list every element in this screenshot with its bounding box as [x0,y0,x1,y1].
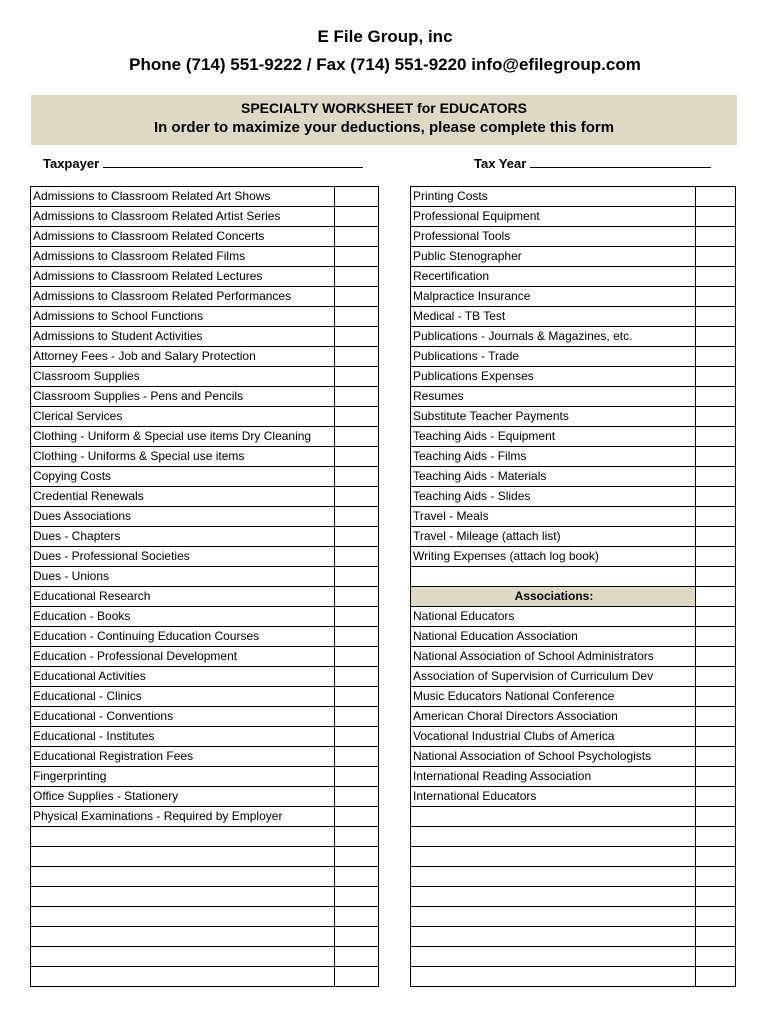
table-row [31,667,379,687]
item-label: Education - Continuing Education Courses [31,627,335,647]
amount-cell[interactable] [696,307,736,327]
blank-row [31,827,379,847]
item-label: Dues - Unions [31,567,335,587]
amount-cell[interactable] [335,887,379,907]
item-label [411,827,696,847]
taxpayer-field[interactable] [43,156,363,171]
amount-cell[interactable] [335,767,379,787]
amount-cell[interactable] [335,527,379,547]
amount-cell[interactable] [335,347,379,367]
right-expense-table [410,186,736,987]
amount-cell[interactable] [335,187,379,207]
amount-cell[interactable] [335,447,379,467]
item-label: Dues - Professional Societies [31,547,335,567]
item-label: Music Educators National Conference [411,687,696,707]
associations-heading: Associations: [411,587,696,607]
association-row [411,747,736,767]
item-label: Classroom Supplies [31,367,335,387]
amount-cell[interactable] [335,707,379,727]
table-row [411,267,736,287]
item-label: Clothing - Uniforms & Special use items [31,447,335,467]
item-label: Teaching Aids - Materials [411,467,696,487]
item-label: Publications - Journals & Magazines, etc. [411,327,696,347]
item-label [31,927,335,947]
table-row [411,527,736,547]
item-label: Substitute Teacher Payments [411,407,696,427]
association-row [411,787,736,807]
association-row [411,667,736,687]
taxyear-line[interactable] [530,156,711,168]
amount-cell [696,587,736,607]
item-label: Clothing - Uniform & Special use items Dry Cleaning [31,427,335,447]
table-row [411,187,736,207]
associations-header-row [411,587,736,607]
company-contact: Phone (714) 551-9222 / Fax (714) 551-9220 info@efilegroup.com [129,55,641,74]
item-label [31,867,335,887]
amount-cell[interactable] [696,547,736,567]
item-label: Vocational Industrial Clubs of America [411,727,696,747]
amount-cell[interactable] [335,927,379,947]
left-expense-table [30,186,379,987]
blank-row [411,807,736,827]
association-row [411,767,736,787]
item-label: Admissions to Classroom Related Films [31,247,335,267]
blank-row [31,867,379,887]
item-label: Medical - TB Test [411,307,696,327]
amount-cell[interactable] [335,727,379,747]
association-row [411,727,736,747]
amount-cell[interactable] [335,507,379,527]
amount-cell[interactable] [335,967,379,987]
amount-cell[interactable] [335,827,379,847]
item-label: Educational Research [31,587,335,607]
table-row [411,227,736,247]
item-label [411,887,696,907]
item-label: National Association of School Psychologists [411,747,696,767]
item-label: National Education Association [411,627,696,647]
blank-row [411,967,736,987]
blank-row [31,847,379,867]
blank-row [411,887,736,907]
table-row [31,427,379,447]
item-label [411,927,696,947]
item-label [411,807,696,827]
amount-cell[interactable] [335,247,379,267]
table-row [411,427,736,447]
item-label [31,947,335,967]
table-row [411,307,736,327]
table-row [31,627,379,647]
company-name: E File Group, inc [317,27,453,46]
item-label: Educational - Institutes [31,727,335,747]
item-label: Dues Associations [31,507,335,527]
amount-cell[interactable] [335,327,379,347]
item-label: Publications Expenses [411,367,696,387]
table-row [31,347,379,367]
blank-row [31,967,379,987]
item-label: Professional Equipment [411,207,696,227]
amount-cell[interactable] [696,847,736,867]
table-row [31,747,379,767]
amount-cell[interactable] [335,667,379,687]
taxpayer-label: Taxpayer [43,156,100,171]
amount-cell[interactable] [335,687,379,707]
table-row [31,607,379,627]
amount-cell[interactable] [696,727,736,747]
association-row [411,687,736,707]
taxyear-label: Tax Year [474,156,527,171]
item-label: Admissions to Classroom Related Performances [31,287,335,307]
amount-cell[interactable] [696,867,736,887]
item-label: Clerical Services [31,407,335,427]
item-label: Publications - Trade [411,347,696,367]
item-label: Educational - Conventions [31,707,335,727]
item-label: Education - Professional Development [31,647,335,667]
amount-cell[interactable] [335,547,379,567]
table-row [411,467,736,487]
amount-cell[interactable] [696,807,736,827]
table-row [31,767,379,787]
amount-cell[interactable] [335,467,379,487]
table-row [31,487,379,507]
item-label: Teaching Aids - Films [411,447,696,467]
blank-row [411,567,736,587]
worksheet-subtitle: In order to maximize your deductions, please complete this form [153,119,615,136]
blank-row [411,827,736,847]
item-label: Attorney Fees - Job and Salary Protection [31,347,335,367]
association-row [411,627,736,647]
table-row [31,307,379,327]
table-row [411,207,736,227]
amount-cell[interactable] [696,467,736,487]
table-row [411,287,736,307]
amount-cell[interactable] [335,627,379,647]
taxyear-field[interactable] [474,156,711,171]
item-label: Travel - Mileage (attach list) [411,527,696,547]
table-row [31,467,379,487]
amount-cell[interactable] [335,567,379,587]
table-row [411,247,736,267]
amount-cell[interactable] [696,227,736,247]
amount-cell[interactable] [335,747,379,767]
item-label: Admissions to School Functions [31,307,335,327]
item-label [31,967,335,987]
amount-cell[interactable] [696,927,736,947]
item-label: Travel - Meals [411,507,696,527]
item-label [411,967,696,987]
item-label: American Choral Directors Association [411,707,696,727]
amount-cell[interactable] [696,707,736,727]
amount-cell[interactable] [696,367,736,387]
item-label [411,947,696,967]
amount-cell[interactable] [335,207,379,227]
item-label: Educational - Clinics [31,687,335,707]
item-label: Admissions to Classroom Related Artist Series [31,207,335,227]
table-row [31,187,379,207]
amount-cell[interactable] [335,947,379,967]
amount-cell[interactable] [696,947,736,967]
amount-cell[interactable] [335,267,379,287]
amount-cell[interactable] [335,807,379,827]
item-label: International Educators [411,787,696,807]
amount-cell[interactable] [335,587,379,607]
table-row [31,807,379,827]
item-label [411,867,696,887]
amount-cell[interactable] [696,607,736,627]
amount-cell[interactable] [696,827,736,847]
item-label: Admissions to Student Activities [31,327,335,347]
amount-cell[interactable] [696,487,736,507]
item-label: Writing Expenses (attach log book) [411,547,696,567]
association-row [411,707,736,727]
amount-cell[interactable] [696,387,736,407]
blank-row [31,907,379,927]
table-row [31,507,379,527]
amount-cell[interactable] [335,787,379,807]
table-row [31,587,379,607]
amount-cell[interactable] [696,567,736,587]
amount-cell[interactable] [335,607,379,627]
worksheet-banner [31,95,737,145]
item-label: Copying Costs [31,467,335,487]
amount-cell[interactable] [696,207,736,227]
table-row [31,547,379,567]
table-row [31,327,379,347]
amount-cell[interactable] [335,227,379,247]
table-row [31,367,379,387]
amount-cell[interactable] [696,447,736,467]
table-row [31,407,379,427]
table-row [411,347,736,367]
amount-cell[interactable] [696,527,736,547]
amount-cell[interactable] [335,487,379,507]
item-label [31,887,335,907]
amount-cell[interactable] [696,787,736,807]
amount-cell[interactable] [335,847,379,867]
amount-cell[interactable] [696,967,736,987]
item-label: Association of Supervision of Curriculum Dev [411,667,696,687]
item-label: International Reading Association [411,767,696,787]
table-row [31,287,379,307]
table-row [31,267,379,287]
table-row [411,407,736,427]
item-label [31,907,335,927]
table-row [31,247,379,267]
item-label: Office Supplies - Stationery [31,787,335,807]
table-row [31,227,379,247]
amount-cell[interactable] [696,187,736,207]
amount-cell[interactable] [696,647,736,667]
table-row [411,367,736,387]
item-label: Recertification [411,267,696,287]
table-row [31,447,379,467]
table-row [411,487,736,507]
table-row [31,687,379,707]
amount-cell[interactable] [696,907,736,927]
amount-cell[interactable] [696,287,736,307]
table-row [31,527,379,547]
item-label: Public Stenographer [411,247,696,267]
amount-cell[interactable] [335,287,379,307]
amount-cell[interactable] [696,687,736,707]
item-label: Malpractice Insurance [411,287,696,307]
amount-cell[interactable] [696,887,736,907]
item-label [31,847,335,867]
item-label [411,567,696,587]
item-label: Dues - Chapters [31,527,335,547]
amount-cell[interactable] [696,767,736,787]
amount-cell[interactable] [696,427,736,447]
table-row [411,507,736,527]
item-label: Fingerprinting [31,767,335,787]
item-label: Printing Costs [411,187,696,207]
table-row [31,787,379,807]
amount-cell[interactable] [335,387,379,407]
table-row [31,387,379,407]
item-label: Admissions to Classroom Related Lectures [31,267,335,287]
table-row [31,207,379,227]
amount-cell[interactable] [696,747,736,767]
amount-cell[interactable] [696,507,736,527]
amount-cell[interactable] [696,267,736,287]
blank-row [411,847,736,867]
amount-cell[interactable] [696,347,736,367]
item-label [411,907,696,927]
amount-cell[interactable] [335,407,379,427]
item-label: Education - Books [31,607,335,627]
item-label: Credential Renewals [31,487,335,507]
table-row [31,567,379,587]
table-row [31,647,379,667]
amount-cell[interactable] [335,867,379,887]
blank-row [31,927,379,947]
amount-cell[interactable] [696,327,736,347]
amount-cell[interactable] [696,407,736,427]
amount-cell[interactable] [696,627,736,647]
blank-row [411,907,736,927]
amount-cell[interactable] [335,907,379,927]
item-label: Educational Activities [31,667,335,687]
association-row [411,647,736,667]
amount-cell[interactable] [696,667,736,687]
blank-row [411,947,736,967]
table-row [411,327,736,347]
amount-cell[interactable] [335,367,379,387]
item-label [411,847,696,867]
table-row [31,727,379,747]
taxpayer-line[interactable] [103,156,363,168]
blank-row [31,947,379,967]
association-row [411,607,736,627]
item-label: Physical Examinations - Required by Employer [31,807,335,827]
table-row [411,387,736,407]
blank-row [411,927,736,947]
item-label: Resumes [411,387,696,407]
item-label: Educational Registration Fees [31,747,335,767]
table-row [411,447,736,467]
item-label: Teaching Aids - Slides [411,487,696,507]
amount-cell[interactable] [335,427,379,447]
item-label: Professional Tools [411,227,696,247]
worksheet-title: SPECIALTY WORKSHEET for EDUCATORS [241,100,527,116]
amount-cell[interactable] [696,247,736,267]
item-label: Admissions to Classroom Related Concerts [31,227,335,247]
item-label: National Association of School Administrators [411,647,696,667]
blank-row [411,867,736,887]
table-row [31,707,379,727]
blank-row [31,887,379,907]
item-label: Admissions to Classroom Related Art Shows [31,187,335,207]
item-label: Teaching Aids - Equipment [411,427,696,447]
amount-cell[interactable] [335,307,379,327]
table-row [411,547,736,567]
item-label: Classroom Supplies - Pens and Pencils [31,387,335,407]
amount-cell[interactable] [335,647,379,667]
item-label: National Educators [411,607,696,627]
item-label [31,827,335,847]
